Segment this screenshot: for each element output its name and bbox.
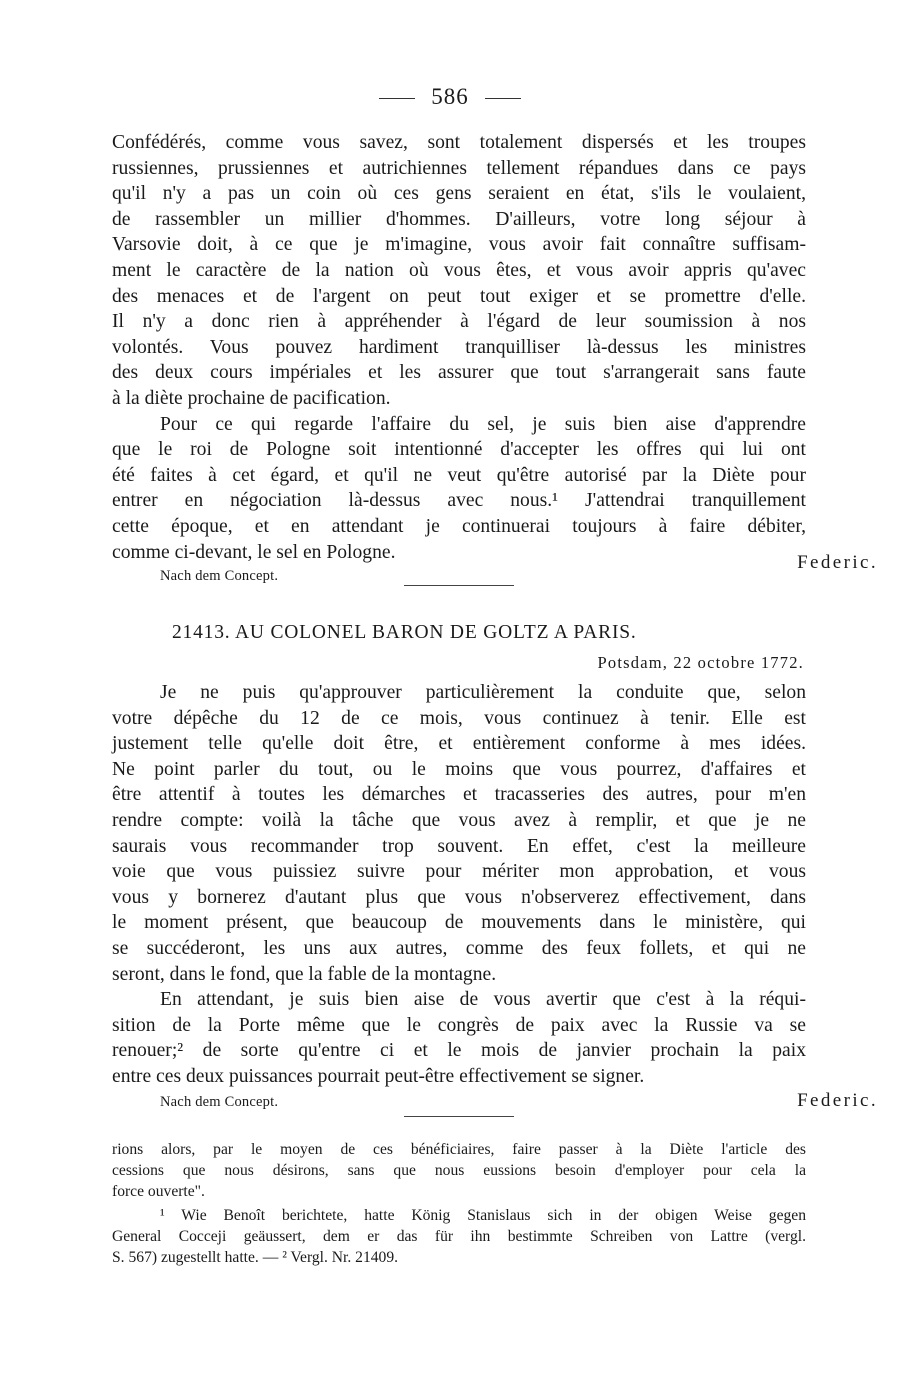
letter-continuation-body [112,130,806,565]
body-line: En attendant, je suis bien aise de vous avertir que c'est à la réqui- [160,989,806,1011]
signature: Federic. [797,552,878,573]
footnote-line: S. 567) zugestellt hatte. — ² Vergl. Nr. 21409. [112,1248,399,1266]
body-line: entre ces deux puissances pourrait peut-être effectivement se signer. [112,1065,645,1087]
body-line: des deux cours impériales et les assurer que tout s'arrangerait sans faute [112,362,806,384]
body-line: le moment présent, que beaucoup de mouvements dans le ministère, qui [112,912,806,934]
body-line: renouer;² de sorte qu'entre ci et le mois de janvier prochain la paix [112,1040,806,1062]
body-line: que le roi de Pologne soit intentionné d'accepter les offres qui lui ont [112,439,806,461]
body-line: voie que vous puissiez suivre pour mériter mon approbation, et vous [112,861,806,883]
body-line: rendre compte: voilà la tâche que vous avez à remplir, et que je ne [112,809,806,831]
dateline: Potsdam, 22 octobre 1772. [597,653,804,672]
footnote-line: ¹ Wie Benoît berichtete, hatte König Stanislaus sich in der obigen Weise gegen [160,1207,806,1225]
body-line: Confédérés, comme vous savez, sont totalement dispersés et les troupes [112,132,806,153]
body-line: sition de la Porte même que le congrès de paix avec la Russie va se [112,1014,806,1036]
page-number: 586 [431,84,469,109]
body-line: vous y bornerez d'autant plus que vous n'observerez effectivement, dans [112,886,806,908]
body-line: justement telle qu'elle doit être, et entièrement conforme à mes idées. [112,733,806,755]
document-heading: 21413. AU COLONEL BARON DE GOLTZ A PARIS. [172,622,637,643]
header-dash-left [379,98,415,99]
signature: Federic. [797,1090,878,1111]
body-line: entrer en négociation là-dessus avec nous.¹ J'attendrai tranquillement [112,490,806,512]
footnote-line: force ouverte". [112,1182,205,1200]
body-line: se succéderont, les uns aux autres, comme des feux follets, et qui ne [112,937,806,959]
body-line: votre dépêche du 12 de ce mois, vous continuez à tenir. Elle est [112,707,806,729]
body-line: volontés. Vous pouvez hardiment tranquilliser là-dessus les ministres [112,336,806,358]
body-line: saurais vous recommander trop souvent. En effet, c'est la meilleure [112,835,806,857]
body-line: ment le caractère de la nation où vous êtes, et vous avoir appris qu'avec [112,259,806,281]
body-line: Varsovie doit, à ce que je m'imagine, vous avoir fait connaître suffisam- [112,234,806,256]
body-line: été faites à cet égard, et qu'il ne veut qu'être autorisé par la Diète pour [112,464,806,486]
body-line: qu'il n'y a pas un coin où ces gens seraient en état, s'ils le voulaient, [112,183,806,205]
body-line: des menaces et de l'argent on peut tout exiger et se promettre d'elle. [112,285,806,307]
letter-body [112,680,806,1090]
body-line: de rassembler un millier d'hommes. D'ailleurs, votre long séjour à [112,208,806,230]
footnotes [112,1140,806,1269]
footnote-line: rions alors, par le moyen de ces bénéficiaires, faire passer à la Diète l'article des [112,1141,806,1158]
section-divider [404,585,514,586]
body-line: être attentif à toutes les démarches et tracasseries des autres, pour m'en [112,784,806,806]
footnote-line: General Cocceji geäussert, dem er das für ihn bestimmte Schreiben von Lattre (vergl. [112,1228,806,1246]
footnote-line: cessions que nous désirons, sans que nous eussions besoin d'employer pour cela la [112,1161,806,1179]
header-dash-right [485,98,521,99]
body-line: à la diète prochaine de pacification. [112,387,391,409]
source-note: Nach dem Concept. [160,1094,279,1110]
page-header [0,84,900,110]
body-line: russiennes, prussiennes et autrichiennes tellement répandues dans ce pays [112,157,806,179]
body-line: Ne point parler du tout, ou le moins que vous pourrez, d'affaires et [112,758,806,780]
footnote-divider [404,1116,514,1117]
body-line: Il n'y a donc rien à appréhender à l'égard de leur soumission à nos [112,311,806,333]
body-line: comme ci-devant, le sel en Pologne. [112,541,396,563]
source-note: Nach dem Concept. [160,568,279,584]
body-line: Je ne puis qu'approuver particulièrement la conduite que, selon [160,682,806,703]
body-line: cette époque, et en attendant je continuerai toujours à faire débiter, [112,515,806,537]
body-line: seront, dans le fond, que la fable de la montagne. [112,963,497,985]
body-line: Pour ce qui regarde l'affaire du sel, je suis bien aise d'apprendre [160,413,806,435]
